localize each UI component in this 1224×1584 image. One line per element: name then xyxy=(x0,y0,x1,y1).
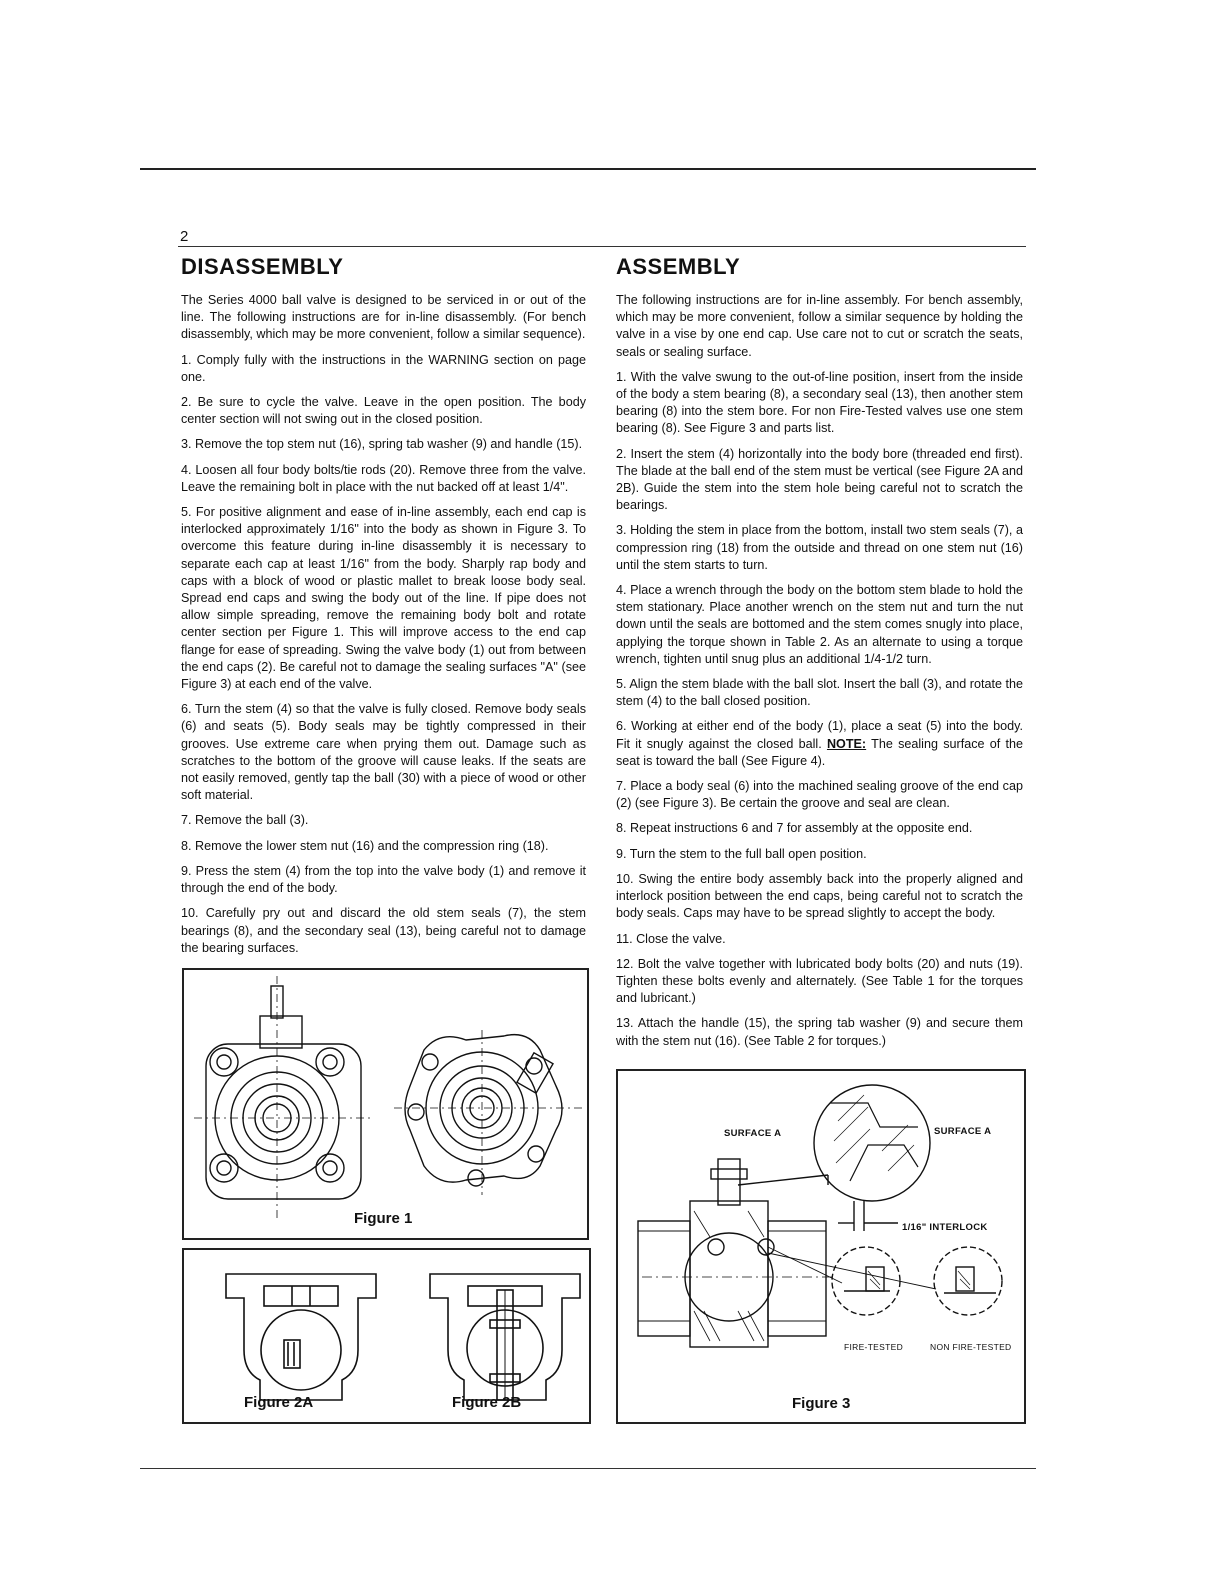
assembly-title: ASSEMBLY xyxy=(616,254,741,279)
figure-3-caption: Figure 3 xyxy=(792,1395,851,1412)
disassembly-step: 1. Comply fully with the instructions in the WARNING section on page one. xyxy=(181,352,586,384)
assembly-step: 2. Insert the stem (4) horizontally into the body bore (threaded end first). The blade at the ball end of the stem must be vertical (see Figure 2A and 2B). Guide the stem into the stem hole being careful not to scratch the bearings. xyxy=(616,446,1023,513)
disassembly-step: 10. Carefully pry out and discard the old stem seals (7), the stem bearings (8), and the secondary seal (13), being careful not to damage the bearing surfaces. xyxy=(181,906,586,955)
header-rule xyxy=(178,246,1026,247)
interlock-detail xyxy=(768,1085,936,1289)
assembly-step: 11. Close the valve. xyxy=(616,931,726,946)
non-fire-tested-label: NON FIRE-TESTED xyxy=(930,1342,1012,1352)
interlock-label: 1/16" INTERLOCK xyxy=(902,1222,988,1233)
valve-cross-section xyxy=(638,1159,834,1347)
figure-3 xyxy=(616,1069,1026,1424)
assembly-step: 9. Turn the stem to the full ball open position. xyxy=(616,846,867,861)
assembly-step: 8. Repeat instructions 6 and 7 for assembly at the opposite end. xyxy=(616,821,973,836)
end-cap-rotated-view xyxy=(394,1030,584,1195)
disassembly-step: The Series 4000 ball valve is designed to be serviced in or out of the line. The following instructions are for in-line disassembly. (For bench disassembly, which may be more convenient, follow a similar sequence). xyxy=(181,293,586,342)
figure-1-caption: Figure 1 xyxy=(354,1210,413,1227)
fire-tested-label: FIRE-TESTED xyxy=(844,1342,904,1352)
disassembly-step: 6. Turn the stem (4) so that the valve is fully closed. Remove body seals (6) and seats (5). Body seals may be tightly compressed in their grooves. Use extreme care when prying them out. Damage such as scratches to the bottom of the groove will cause leaks. If the seats are not easily removed, gently tap the ball (30) with a piece of wood or other soft material. xyxy=(181,702,586,803)
disassembly-step: 3. Remove the top stem nut (16), spring tab washer (9) and handle (15). xyxy=(181,437,583,452)
assembly-step: 3. Holding the stem in place from the bottom, install two stem seals (7), a compression ring (18) from the outside and thread on one stem nut (16) until the stem starts to turn. xyxy=(616,523,1023,572)
figure-2b-drawing xyxy=(430,1274,580,1400)
seal-detail-non-fire-tested xyxy=(934,1247,1002,1315)
figure-2a-caption: Figure 2A xyxy=(244,1394,314,1411)
top-rule xyxy=(140,168,1036,170)
seal-detail-fire-tested xyxy=(832,1247,900,1315)
assembly-steps xyxy=(616,292,1023,1050)
page-number: 2 xyxy=(180,228,189,245)
disassembly-step: 8. Remove the lower stem nut (16) and the compression ring (18). xyxy=(181,838,549,853)
figure-1 xyxy=(182,968,589,1240)
disassembly-title: DISASSEMBLY xyxy=(181,254,344,279)
figure-3-drawing xyxy=(618,1071,1024,1422)
disassembly-step: 4. Loosen all four body bolts/tie rods (20). Remove three from the valve. Leave the remaining bolt in place with the nut backed off at least 1/4". xyxy=(181,462,586,494)
disassembly-step: 2. Be sure to cycle the valve. Leave in the open position. The body center section will not swing out in the closed position. xyxy=(181,395,586,427)
assembly-step: 12. Bolt the valve together with lubricated body bolts (20) and nuts (19). Tighten these bolts evenly and alternately. (See Table 1 for the torques and lubricant.) xyxy=(616,956,1023,1006)
assembly-step: 7. Place a body seal (6) into the machined sealing groove of the end cap (2) (see Figure 3). Be certain the groove and seal are clean. xyxy=(616,779,1023,811)
disassembly-section xyxy=(181,254,586,965)
disassembly-step: 9. Press the stem (4) from the top into the valve body (1) and remove it through the end of the body. xyxy=(181,863,586,896)
assembly-step: 10. Swing the entire body assembly back into the properly aligned and interlock position between the end caps, being careful not to scratch the body seals. Caps may have to be spread slightly to accept the body. xyxy=(616,871,1023,921)
surface-a-right-label: SURFACE A xyxy=(934,1126,992,1137)
figure-1-drawing xyxy=(184,970,587,1238)
assembly-step: 13. Attach the handle (15), the spring tab washer (9) and secure them with the stem nut (16). (See Table 2 for torques.) xyxy=(616,1016,1023,1048)
disassembly-steps xyxy=(181,292,586,957)
figure-2a-drawing xyxy=(226,1274,376,1400)
surface-a-left-label: SURFACE A xyxy=(724,1128,782,1139)
disassembly-step: 7. Remove the ball (3). xyxy=(181,813,309,828)
disassembly-step: 5. For positive alignment and ease of in-line assembly, each end cap is interlocked approximately 1/16" into the body as shown in Figure 3. To overcome this feature during in-line disassembly it is necessary to separate each cap at least 1/16" from the body. Sharply rap body and caps with a block of wood or plastic mallet to break loose body seal. Spread end caps and swing the body out of the line. If pipe does not allow simple spreading, remove the remaining body bolt and rotate center section per Figure 1. This will improve access to the end cap flange for ease of spreading. Swing the valve body (1) out from between the end caps (2). Be careful not to damage the sealing surfaces "A" (see Figure 3) at each end of the valve. xyxy=(181,505,586,692)
figure-2b-caption: Figure 2B xyxy=(452,1394,522,1411)
note-label: NOTE: xyxy=(826,736,867,751)
assembly-step: 1. With the valve swung to the out-of-line position, insert from the inside of the body a stem bearing (8), a secondary seal (13), then another stem bearing (8) into the stem bore. For non Fire-Tested valves use one stem bearing (8). See Figure 3 and parts list. xyxy=(616,369,1023,436)
figure-2 xyxy=(182,1248,591,1424)
assembly-step: 6. Working at either end of the body (1), place a seat (5) into the body. Fit it snugly against the closed ball. NOTE: The sealing surface of the seat is toward the ball (See Figure 4). xyxy=(616,719,1023,768)
assembly-step: 5. Align the stem blade with the ball slot. Insert the ball (3), and rotate the stem (4) to the ball closed position. xyxy=(616,677,1023,709)
bottom-rule xyxy=(140,1468,1036,1469)
end-cap-front-view xyxy=(194,976,374,1220)
assembly-step: 4. Place a wrench through the body on the bottom stem blade to hold the stem stationary. Place another wrench on the stem nut and turn the nut down until the seals are bottomed and the stem comes snugly into place, applying the torque shown in Table 2. As an alternate to using a torque wrench, tighten until snug plus an additional 1/4-1/2 turn. xyxy=(616,583,1023,666)
assembly-step: The following instructions are for in-line assembly. For bench assembly, which may be more convenient, follow a similar sequence by holding the valve in a vise by one end cap. Use care not to cut or scratch the seats, seals or sealing surface. xyxy=(616,293,1023,359)
assembly-section xyxy=(616,254,1023,1058)
